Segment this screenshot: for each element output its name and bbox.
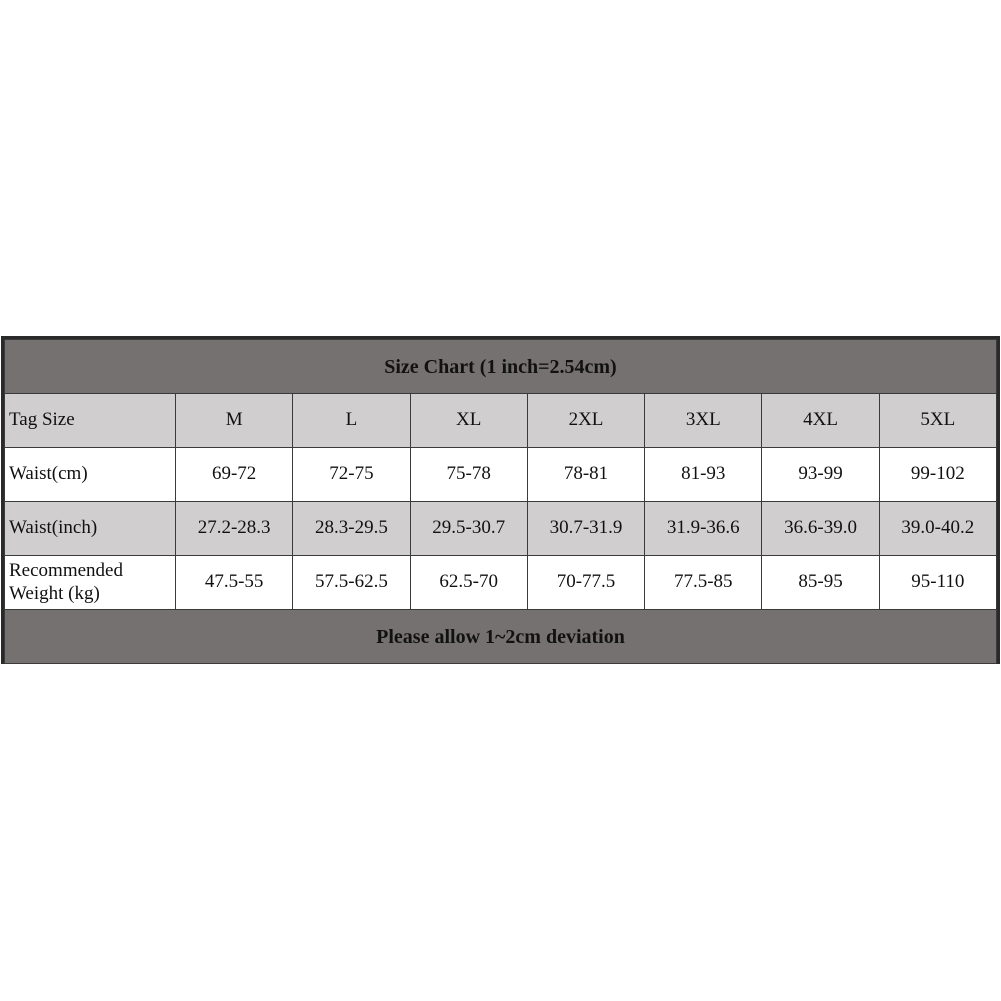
table-cell: 39.0-40.2: [879, 502, 996, 556]
row-label: Waist(cm): [5, 448, 176, 502]
table-cell: 85-95: [762, 556, 879, 610]
table-cell: 31.9-36.6: [645, 502, 762, 556]
table-cell: 62.5-70: [410, 556, 527, 610]
table-row-waist-inch: [5, 502, 997, 556]
table-cell: XL: [410, 394, 527, 448]
table-cell: 5XL: [879, 394, 996, 448]
size-table: [4, 339, 997, 664]
table-cell: 70-77.5: [527, 556, 644, 610]
title-row: [5, 340, 997, 394]
row-label-line: Weight (kg): [9, 582, 100, 604]
table-row-tag-size: [5, 394, 997, 448]
table-cell: 2XL: [527, 394, 644, 448]
table-cell: 28.3-29.5: [293, 502, 410, 556]
row-label: [5, 556, 176, 610]
table-cell: 47.5-55: [176, 556, 293, 610]
table-cell: 93-99: [762, 448, 879, 502]
table-cell: 77.5-85: [645, 556, 762, 610]
row-label: Waist(inch): [5, 502, 176, 556]
table-cell: M: [176, 394, 293, 448]
table-cell: 29.5-30.7: [410, 502, 527, 556]
deviation-note: Please allow 1~2cm deviation: [5, 610, 997, 664]
table-cell: 99-102: [879, 448, 996, 502]
chart-title: Size Chart (1 inch=2.54cm): [5, 340, 997, 394]
table-cell: 78-81: [527, 448, 644, 502]
footer-row: [5, 610, 997, 664]
table-cell: 36.6-39.0: [762, 502, 879, 556]
row-label: Tag Size: [5, 394, 176, 448]
table-cell: 69-72: [176, 448, 293, 502]
table-cell: 75-78: [410, 448, 527, 502]
table-cell: 72-75: [293, 448, 410, 502]
table-row-waist-cm: [5, 448, 997, 502]
table-cell: 27.2-28.3: [176, 502, 293, 556]
table-cell: 3XL: [645, 394, 762, 448]
table-cell: L: [293, 394, 410, 448]
table-cell: 95-110: [879, 556, 996, 610]
table-cell: 57.5-62.5: [293, 556, 410, 610]
size-chart: [1, 336, 1000, 664]
table-cell: 30.7-31.9: [527, 502, 644, 556]
table-row-weight: [5, 556, 997, 610]
row-label-line: Recommended: [9, 559, 123, 581]
table-cell: 81-93: [645, 448, 762, 502]
table-cell: 4XL: [762, 394, 879, 448]
